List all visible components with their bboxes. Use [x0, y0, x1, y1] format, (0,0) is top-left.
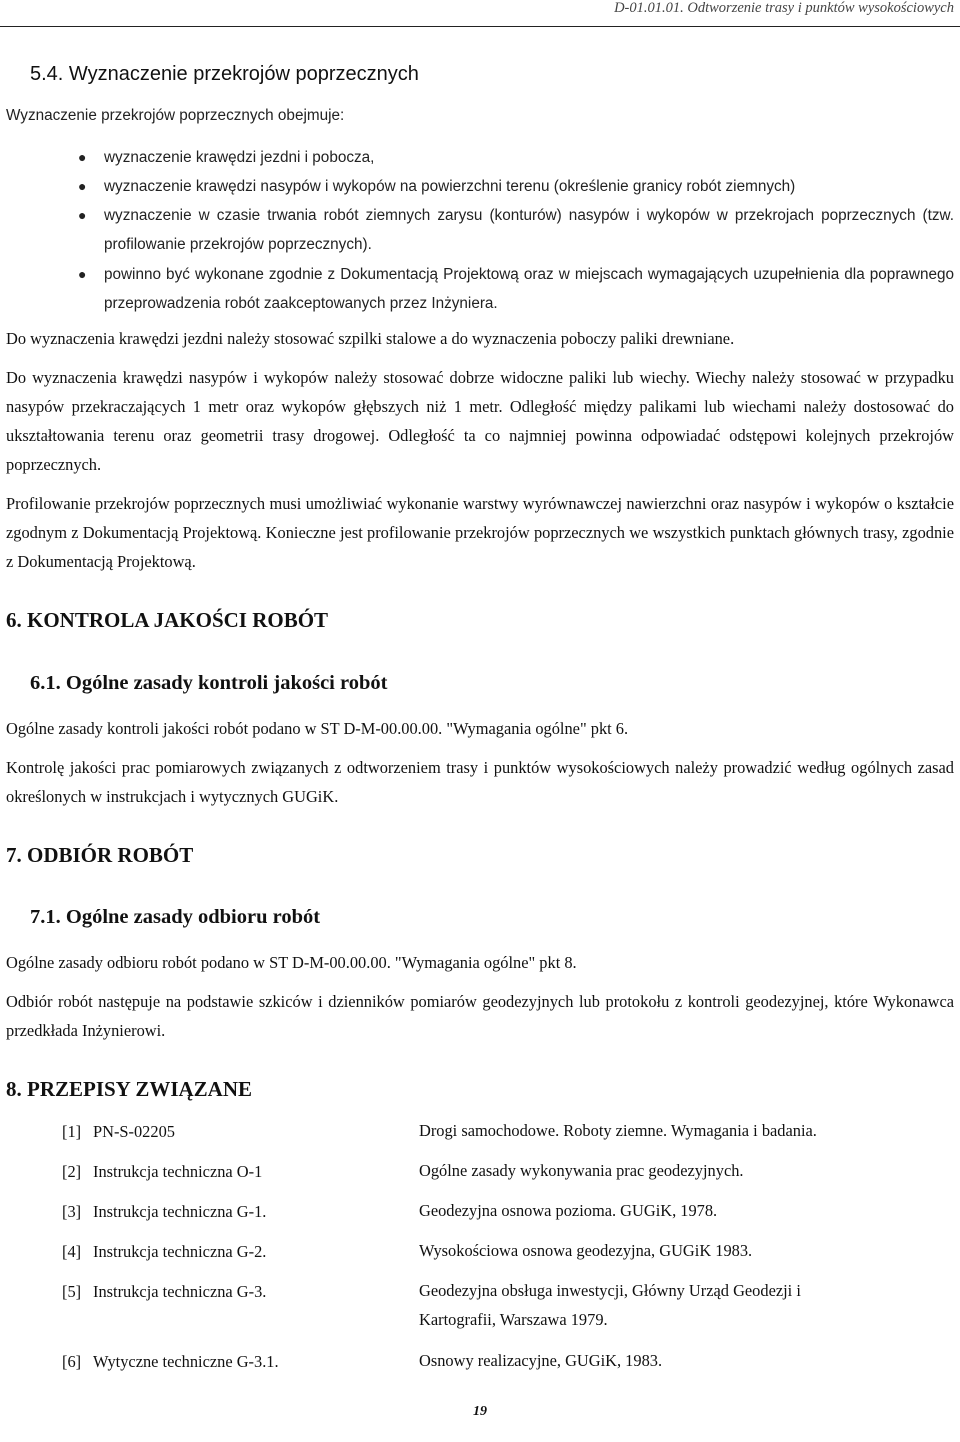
bullet-icon: ●	[78, 149, 87, 165]
list-item	[78, 260, 954, 318]
list-item-text: wyznaczenie krawędzi nasypów i wykopów na powierzchni terenu (określenie granicy robót ziemnych)	[104, 178, 796, 195]
reference-name: Instrukcja techniczna G-2.	[93, 1242, 267, 1261]
subsection-heading-7-1: 7.1. Ogólne zasady odbioru robót	[30, 906, 321, 928]
reference-number: [6]	[62, 1352, 82, 1371]
reference-number: [3]	[62, 1202, 82, 1221]
running-header: D-01.01.01. Odtworzenie trasy i punktów wysokościowych	[614, 0, 954, 16]
reference-description: Osnowy realizacyjne, GUGiK, 1983.	[419, 1351, 663, 1370]
bullet-icon: ●	[78, 207, 87, 223]
intro-text: Wyznaczenie przekrojów poprzecznych obejmuje:	[6, 107, 345, 124]
list-item-text: wyznaczenie krawędzi jezdni i pobocza,	[104, 149, 375, 166]
reference-name: Instrukcja techniczna G-1.	[93, 1202, 267, 1221]
reference-number: [2]	[62, 1162, 82, 1181]
paragraph: Ogólne zasady kontroli jakości robót podano w ST D-M-00.00.00. "Wymagania ogólne" pkt 6.	[6, 719, 629, 738]
paragraph: Do wyznaczenia krawędzi nasypów i wykopów należy stosować dobrze widoczne paliki lub wiechy. Wiechy należy stosować w przypadku nasypów przekraczających 1 metr oraz wykopów głębszych niż 1 metr. Odległość między palikami lub wiechami należy dostosować do ukształtowania terenu oraz geometrii trasy drogowej. Odległość ta co najmniej powinna odpowiadać odstępowi kolejnych przekrojów poprzecznych.	[6, 368, 954, 474]
reference-description: Geodezyjna obsługa inwestycji, Główny Urząd Geodezji i Kartografii, Warszawa 1979.	[419, 1281, 801, 1329]
reference-description: Geodezyjna osnowa pozioma. GUGiK, 1978.	[419, 1201, 718, 1220]
list-item	[78, 201, 954, 259]
paragraph: Kontrolę jakości prac pomiarowych związanych z odtworzeniem trasy i punktów wysokościowych należy prowadzić według ogólnych zasad określonych w instrukcjach i wytycznych GUGiK.	[6, 758, 954, 806]
reference-number: [5]	[62, 1282, 82, 1301]
reference-name: Instrukcja techniczna O-1	[93, 1162, 263, 1181]
paragraph: Ogólne zasady odbioru robót podano w ST D-M-00.00.00. "Wymagania ogólne" pkt 8.	[6, 953, 577, 972]
section-heading-6: 6. KONTROLA JAKOŚCI ROBÓT	[6, 608, 329, 632]
page-number: 19	[473, 1404, 487, 1419]
list-item	[78, 143, 954, 172]
subsection-heading-6-1: 6.1. Ogólne zasady kontroli jakości robót	[30, 672, 388, 694]
reference-name: Wytyczne techniczne G-3.1.	[93, 1352, 279, 1371]
paragraph: Do wyznaczenia krawędzi jezdni należy stosować szpilki stalowe a do wyznaczenia poboczy paliki drewniane.	[6, 329, 735, 348]
reference-number: [4]	[62, 1242, 82, 1261]
section-heading-8: 8. PRZEPISY ZWIĄZANE	[6, 1077, 253, 1101]
bullet-icon: ●	[78, 266, 87, 282]
bullet-icon: ●	[78, 178, 87, 194]
paragraph: Odbiór robót następuje na podstawie szkiców i dzienników pomiarów geodezyjnych lub protokołu z kontroli geodezyjnej, które Wykonawca przedkłada Inżynierowi.	[6, 992, 954, 1040]
section-heading-7: 7. ODBIÓR ROBÓT	[6, 843, 194, 867]
reference-number: [1]	[62, 1122, 82, 1141]
list-item-text: wyznaczenie w czasie trwania robót ziemnych zarysu (konturów) nasypów i wykopów w przekrojach poprzecznych (tzw. profilowanie przekrojów poprzecznych).	[104, 207, 954, 253]
paragraph: Profilowanie przekrojów poprzecznych musi umożliwiać wykonanie warstwy wyrównawczej nawierzchni oraz nasypów i wykopów o kształcie zgodnym z Dokumentacją Projektową. Konieczne jest profilowanie przekrojów poprzecznych we wszystkich punktach głównych trasy, zgodnie z Dokumentacją Projektową.	[6, 494, 954, 571]
reference-description: Drogi samochodowe. Roboty ziemne. Wymagania i badania.	[419, 1121, 817, 1140]
section-heading-5-4: 5.4. Wyznaczenie przekrojów poprzecznych	[30, 63, 419, 85]
list-item	[78, 172, 954, 201]
list-item-text: powinno być wykonane zgodnie z Dokumentacją Projektową oraz w miejscach wymagających uzupełnienia dla poprawnego przeprowadzenia robót zaakceptowanych przez Inżyniera.	[104, 266, 954, 312]
reference-name: Instrukcja techniczna G-3.	[93, 1282, 267, 1301]
reference-description: Wysokościowa osnowa geodezyjna, GUGiK 1983.	[419, 1241, 753, 1260]
header-rule	[0, 26, 960, 27]
reference-description: Ogólne zasady wykonywania prac geodezyjnych.	[419, 1161, 744, 1180]
reference-name: PN-S-02205	[93, 1122, 175, 1141]
